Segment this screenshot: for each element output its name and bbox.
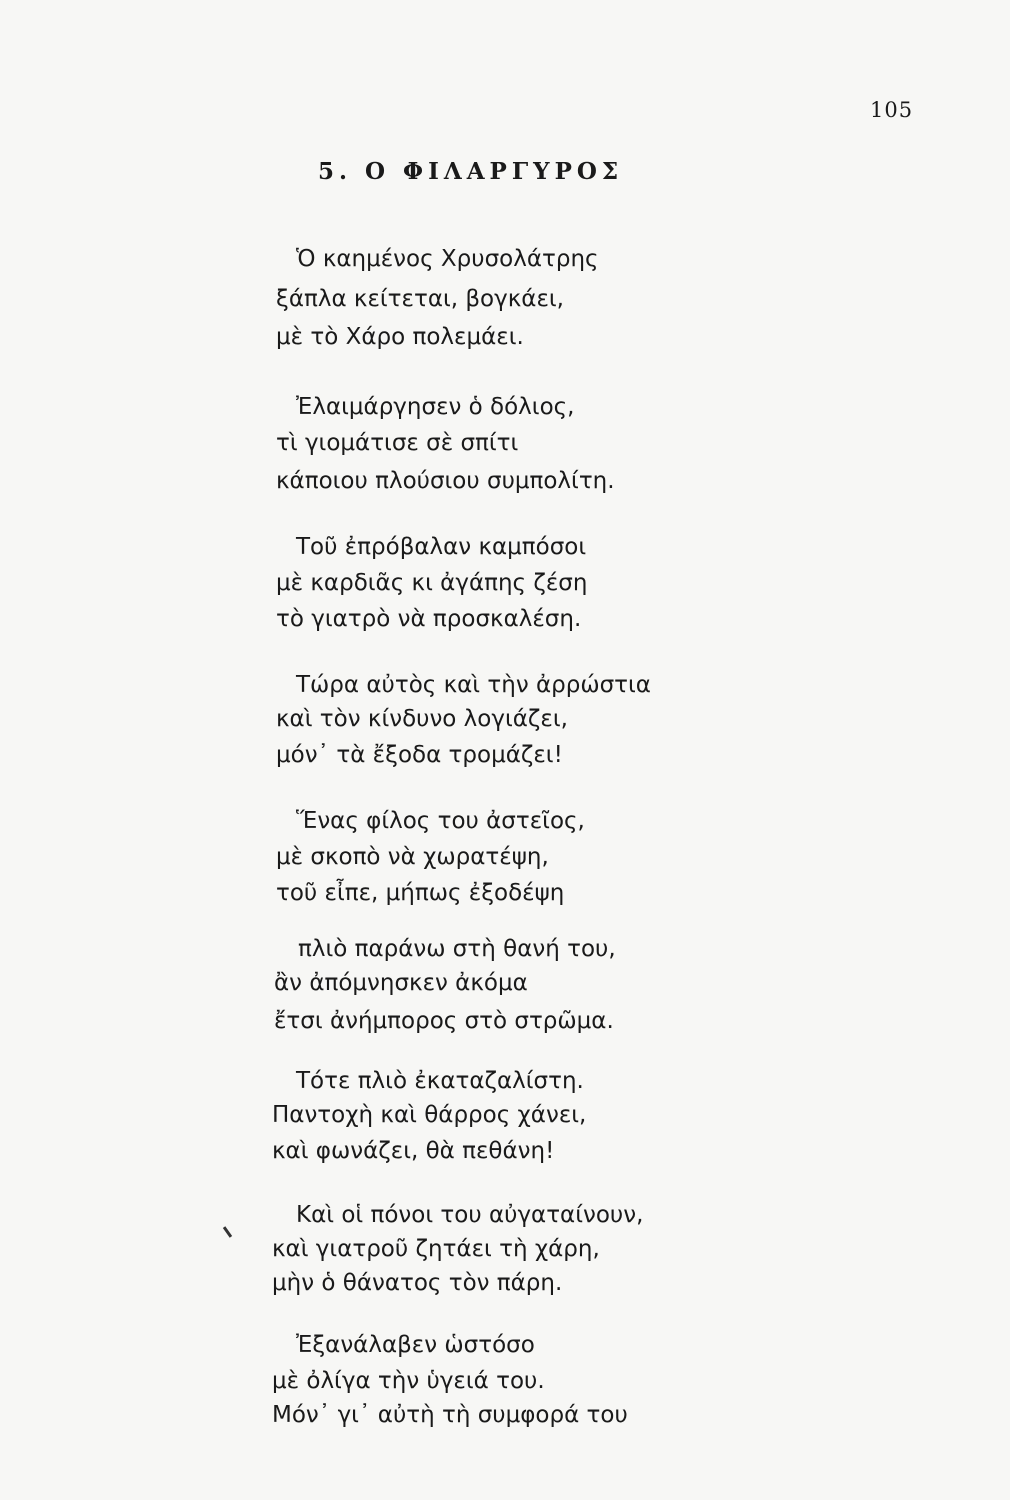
poem-line: ἔτσι ἀνήμπορος στὸ στρῶμα. [274,1008,614,1034]
poem-line: Ἐξανάλαβεν ὡστόσο [296,1332,535,1358]
poem-line: μὲ σκοπὸ νὰ χωρατέψη, [276,844,549,870]
poem-line: μόν᾽ τὰ ἔξοδα τρομάζει! [276,742,563,768]
poem-line: ἂν ἀπόμνησκεν ἀκόμα [274,970,528,996]
poem-line: μὲ καρδιᾶς κι ἀγάπης ζέση [276,570,588,596]
poem-line: καὶ γιατροῦ ζητάει τὴ χάρη, [272,1236,600,1262]
poem-line: Τότε πλιὸ ἐκαταζαλίστη. [296,1068,584,1094]
poem-line: Καὶ οἱ πόνοι του αὐγαταίνουν, [296,1202,644,1228]
poem-line: τὶ γιομάτισε σὲ σπίτι [276,430,519,456]
poem-line: κάποιου πλούσιου συμπολίτη. [276,468,615,494]
poem-line: μὲ ὀλίγα τὴν ὑγειά του. [272,1368,545,1394]
poem-line: καὶ φωνάζει, θὰ πεθάνη! [272,1138,555,1164]
poem-line: Μόν᾽ γι᾽ αὐτὴ τὴ συμφορά του [272,1402,628,1428]
poem-line: Τώρα αὐτὸς καὶ τὴν ἀρρώστια [296,672,651,698]
poem-line: τοῦ εἶπε, μήπως ἐξοδέψη [276,880,565,906]
poem-line: Ὁ καημένος Χρυσολάτρης [296,246,599,272]
ink-mark [223,1226,232,1238]
poem-line: πλιὸ παράνω στὴ θανή του, [298,936,616,962]
poem-line: τὸ γιατρὸ νὰ προσκαλέση. [276,606,582,632]
poem-line: ξάπλα κείτεται, βογκάει, [276,286,564,312]
page-number: 105 [870,98,914,122]
poem-line: Ἐλαιμάργησεν ὁ δόλιος, [296,394,575,420]
poem-line: Τοῦ ἐπρόβαλαν καμπόσοι [296,534,587,560]
poem-line: Παντοχὴ καὶ θάρρος χάνει, [272,1102,587,1128]
poem-title: 5. Ο ΦΙΛΑΡΓΥΡΟΣ [318,158,624,185]
poem-line: μὴν ὁ θάνατος τὸν πάρη. [272,1270,563,1296]
poem-line: καὶ τὸν κίνδυνο λογιάζει, [276,706,568,732]
poem-line: μὲ τὸ Χάρο πολεμάει. [276,324,524,350]
poem-line: Ἕνας φίλος του ἀστεῖος, [296,808,585,834]
